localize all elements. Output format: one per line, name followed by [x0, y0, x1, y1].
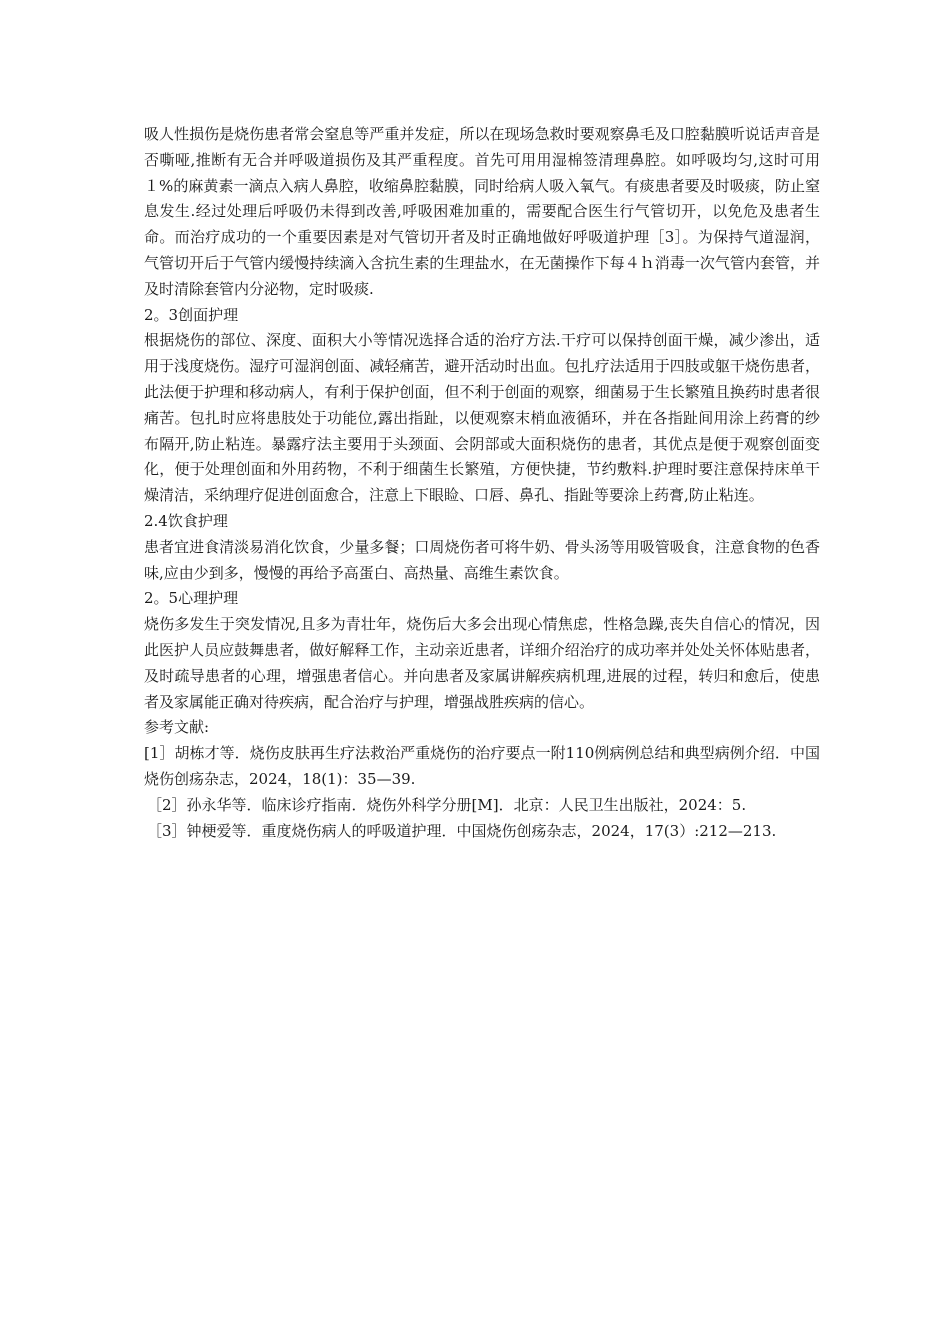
section-heading-psych-care: 2。5心理护理 — [144, 589, 239, 608]
document-body — [144, 122, 820, 844]
section-heading-diet-care: 2.4饮食护理 — [144, 511, 228, 530]
paragraph-respiratory-care: 吸人性损伤是烧伤患者常会窒息等严重并发症，所以在现场急救时要观察鼻毛及口腔黏膜听说话声音是否嘶哑,推断有无合并呼吸道损伤及其严重程度。首先可用用湿棉签清理鼻腔。如呼吸均匀,这时可用１%的麻黄素一滴点入病人鼻腔，收缩鼻腔黏膜，同时给病人吸入氧气。有痰患者要及时吸痰，防止窒息发生.经过处理后呼吸仍未得到改善,呼吸困难加重的，需要配合医生行气管切开，以免危及患者生命。而治疗成功的一个重要因素是对气管切开者及时正确地做好呼吸道护理［3］。为保持气道湿润，气管切开后于气管内缓慢持续滴入含抗生素的生理盐水，在无菌操作下每４ｈ消毒一次气管内套管，并及时清除套管内分泌物，定时吸痰. — [144, 125, 820, 298]
reference-item: ［3］钟梗爱等．重度烧伤病人的呼吸道护理．中国烧伤创疡杂志，2024，17(3）:212—213. — [147, 821, 777, 840]
paragraph-psych-care: 烧伤多发生于突发情况,且多为青壮年，烧伤后大多会出现心情焦虑，性格急躁,丧失自信心的情况，因此医护人员应鼓舞患者，做好解释工作，主动亲近患者，详细介绍治疗的成功率并处处关怀体贴患者，及时疏导患者的心理，增强患者信心。并向患者及家属讲解疾病机理,进展的过程，转归和愈后，使患者及家属能正确对待疾病，配合治疗与护理，增强战胜疾病的信心。 — [144, 615, 820, 711]
references-title: 参考文献: — [144, 718, 210, 737]
section-heading-wound-care: 2。3创面护理 — [144, 305, 239, 324]
reference-list — [144, 741, 820, 844]
paragraph-diet-care: 患者宜进食清淡易消化饮食，少量多餐；口周烧伤者可将牛奶、骨头汤等用吸管吸食，注意食物的色香味,应由少到多，慢慢的再给予高蛋白、高热量、高维生素饮食。 — [144, 537, 820, 582]
reference-item: [1］胡栋才等．烧伤皮肤再生疗法救治严重烧伤的治疗要点一附110例病例总结和典型病例介绍．中国烧伤创疡杂志，2024，18(1)：35—39. — [144, 744, 820, 788]
paragraph-wound-care: 根据烧伤的部位、深度、面积大小等情况选择合适的治疗方法.干疗可以保持创面干燥，减少渗出，适用于浅度烧伤。湿疗可湿润创面、减轻痛苦，避开活动时出血。包扎疗法适用于四肢或躯干烧伤患者，此法便于护理和移动病人，有利于保护创面，但不利于创面的观察，细菌易于生长繁殖且换药时患者很痛苦。包扎时应将患肢处于功能位,露出指趾，以便观察末梢血液循环，并在各指趾间用涂上药膏的纱布隔开,防止粘连。暴露疗法主要用于头颈面、会阴部或大面积烧伤的患者，其优点是便于观察创面变化，便于处理创面和外用药物，不利于细菌生长繁殖，方便快捷，节约敷料.护理时要注意保持床单干燥清洁，采纳理疗促进创面愈合，注意上下眼睑、口唇、鼻孔、指趾等要涂上药膏,防止粘连。 — [144, 331, 820, 505]
reference-item: ［2］孙永华等．临床诊疗指南．烧伤外科学分册[M]．北京：人民卫生出版社，2024：5. — [147, 795, 747, 814]
